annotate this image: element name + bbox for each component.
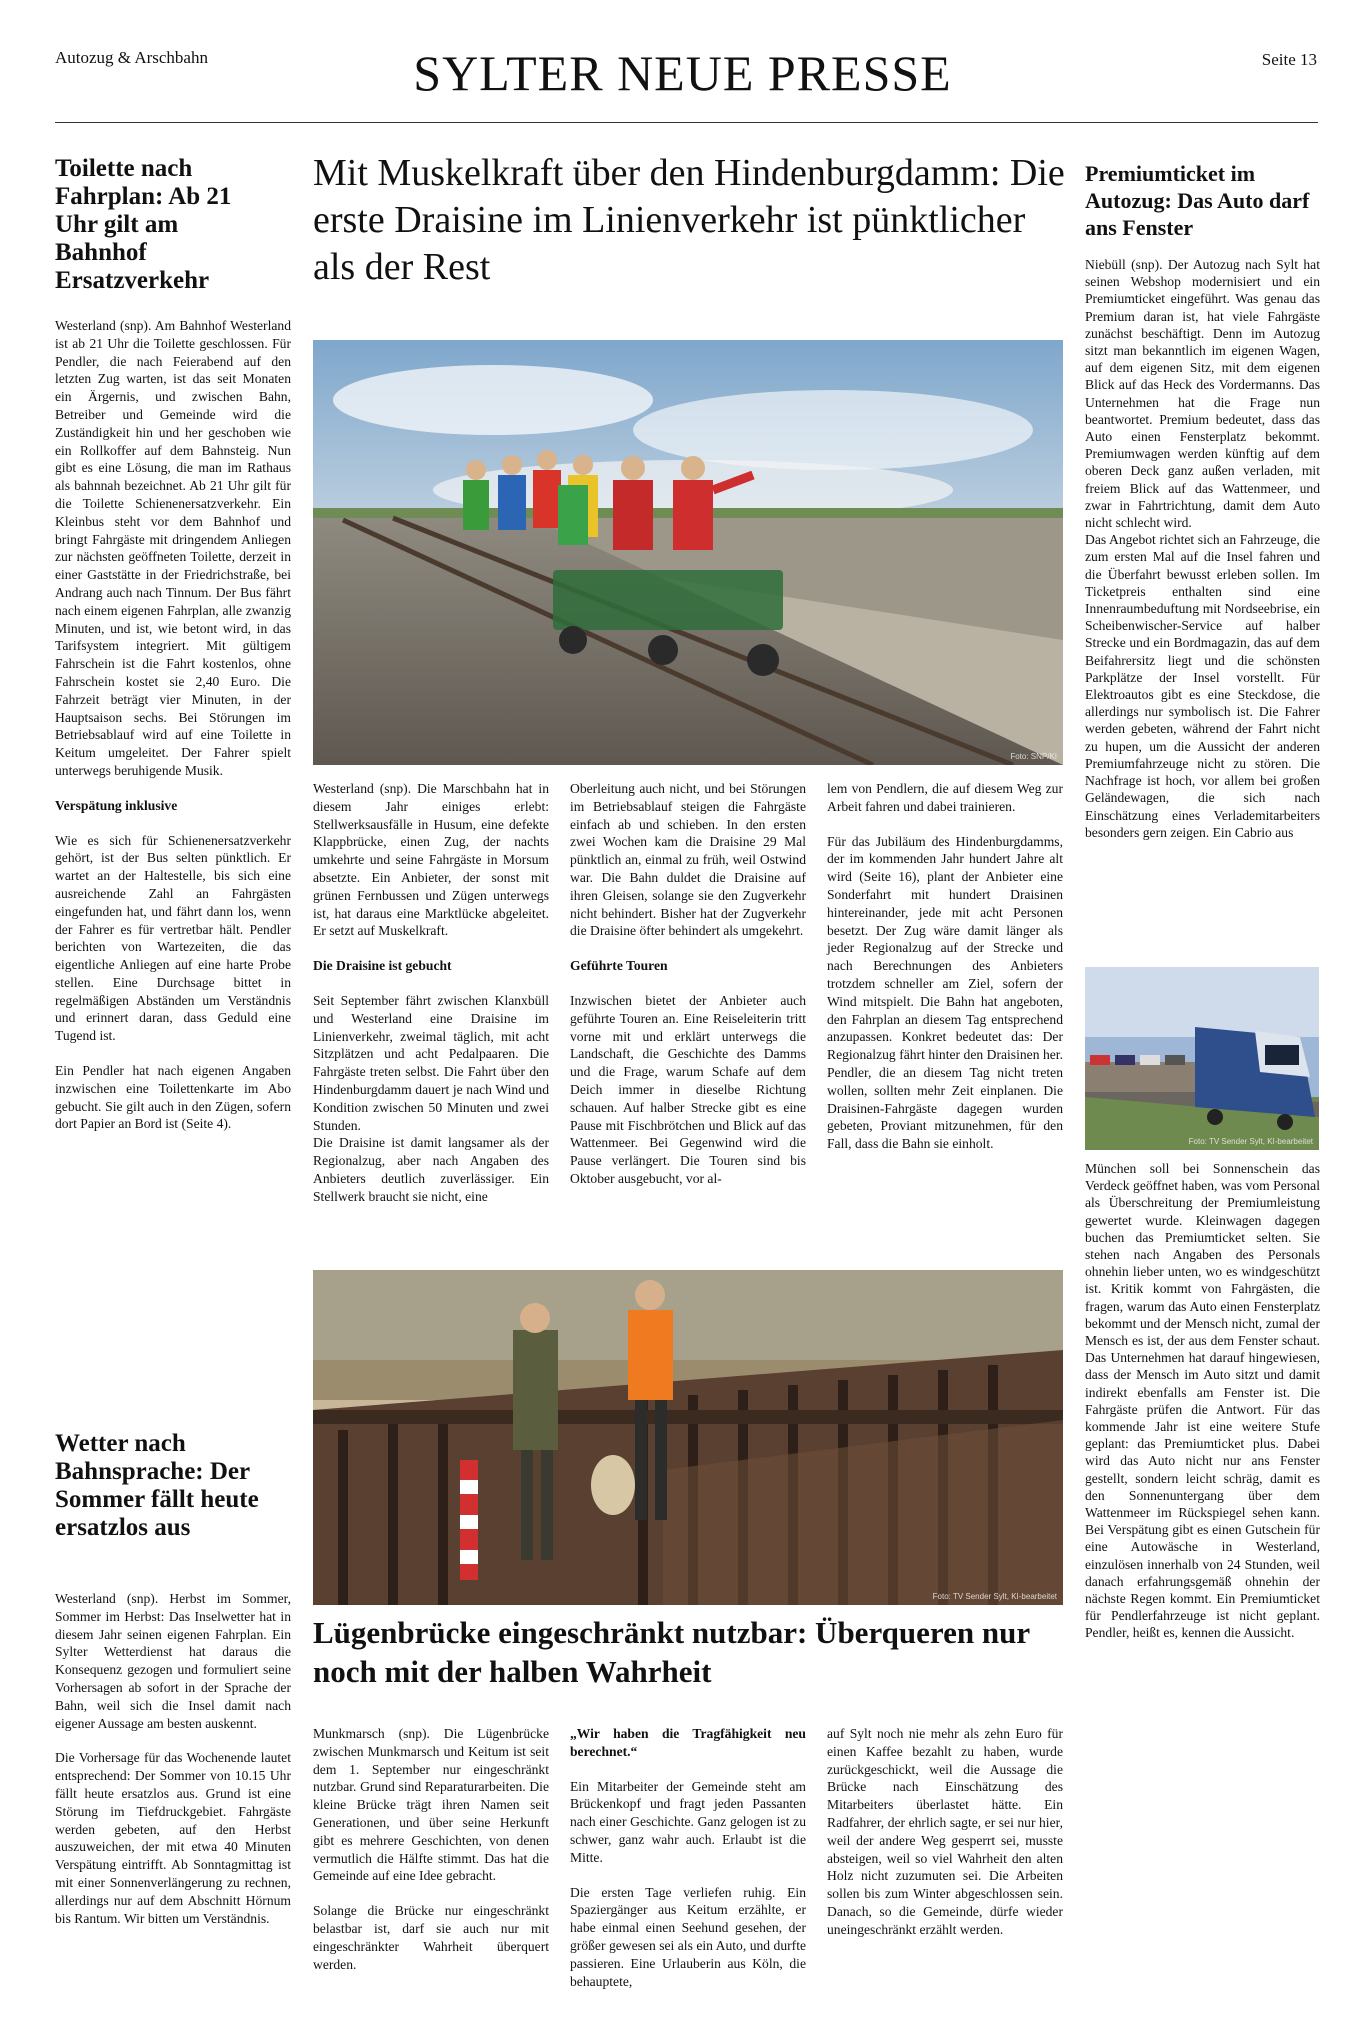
toilet-paragraph: Westerland (snp). Am Bahnhof Westerland ist ab 21 Uhr die Toilette geschlossen. Für Pendler, die nach Feierabend auf den letzten Zug warten, ist das seit Monaten ein Ärgernis, und zwischen Bahn, Betreiber und Gemeinde wird die Zuständigkeit hin und her geschoben wie ein Rollkoffer auf dem Bahnsteig. Nun gibt es eine Lösung, die man im Rathaus als bahnnah bezeichnet. Ab 21 Uhr gilt für die Toilette Schienenersatzverkehr. Ein Kleinbus steht vor dem Bahnhof und bringt Fahrgäste mit dringendem Anliegen zur nächsten geöffneten Toilette, derzeit in einer Gaststätte in der Friedrichstraße, bei Andrang auch nach Tinnum. Der Bus fährt nach einem eigenen Fahrplan, alle zwanzig Minuten, und ist, wie betont wird, in das Tarifsystem integriert. Mit gültigem Fahrschein ist die Fahrt kostenlos, ohne Fahrschein kostet sie 2,40 Euro. Die Fahrzeit beträgt vier Minuten, in der Hauptsaison sechs. Bei Störungen im Betriebsablauf wird auf eine Toilette in Keitum umgeleitet. Der Fahrer spielt unterwegs beruhigende Musik. [55,318,291,778]
draisine-photo [313,340,1063,765]
bridge-paragraph: Ein Mitarbeiter der Gemeinde steht am Brückenkopf und fragt jeden Passanten nach einer Geschichte. Ganz gelogen ist zu schwer, ganz wahr auch. Erlaubt ist die Mitte. [570,1778,806,1865]
bridge-paragraph: Munkmarsch (snp). Die Lügenbrücke zwischen Munkmarsch und Keitum ist seit dem 1. September nur eingeschränkt nutzbar. Grund sind Reparaturarbeiten. Die kleine Brücke trägt ihren Namen seit Generationen, und über seine Herkunft gibt es mehrere Geschichten, von denen vermutlich die Hälfte stimmt. Das hat die Gemeinde auf eine Idee gebracht. [313,1726,549,1884]
weather-headline: Wetter nach Bahnsprache: Der Sommer fällt heute ersatzlos aus [55,1430,259,1541]
premium-paragraph: Das Angebot richtet sich an Fahrzeuge, die zum ersten Mal auf die Insel fahren und die Überfahrt bewusst erleben sollen. Im Ticketpreis enthalten sind eine Innenraumbeduftung mit Nordseebrise, ein Scheibenwischer-Service auf halber Strecke und ein Bordmagazin, das auf dem Beifahrersitz liegt und die schönsten Parkplätze der Insel vorstellt. Für Elektroautos gibt es eine Steckdose, die allerdings nur symbolisch ist. Die Fahrer werden gebeten, während der Fahrt nicht zu hupen, um die Aussicht der anderen Premiumfahrzeuge nicht zu stören. Die Nachfrage ist hoch, vor allem bei großen Geländewagen, die sich nach Einschätzung eines Verlademitarbeiters besonders gern zeigen. Ein Cabrio aus [1085,532,1320,840]
lead-column-3 [827,780,1063,1170]
bridge-paragraph: Solange die Brücke nur eingeschränkt belastbar ist, darf sie auch nur mit eingeschränkter Wahrheit überquert werden. [313,1903,549,1972]
lead-paragraph: Westerland (snp). Die Marschbahn hat in diesem Jahr einiges erlebt: Stellwerksausfälle in Husum, eine defekte Klappbrücke, einen Zug, der nachts umkehrte und seine Fahrgäste in Morsum absetzte. Ein Anbieter, der sonst mit grünen Fernbussen und Zügen unterwegs ist, hat daraus eine Marktlücke abgeleitet. Er setzt auf Muskelkraft. [313,781,549,939]
bridge-paragraph: Die ersten Tage verliefen ruhig. Ein Spaziergänger aus Keitum erzählte, er habe einmal einen Seehund gesehen, der größer gewesen sei als ein Auto, und durfte passieren. Eine Urlauberin aus Köln, die behauptete, [570,1884,806,1989]
lead-column-2 [570,780,806,1205]
premium-headline: Premiumticket im Autozug: Das Auto darf ans Fenster [1085,161,1310,240]
autozug-photo [1085,967,1319,1150]
premium-article-bottom [1085,1160,1320,1642]
photo-credit: Foto: TV Sender Sylt, KI-bearbeitet [1188,1137,1313,1146]
photo-credit: Foto: TV Sender Sylt, KI-bearbeitet [932,1592,1057,1601]
lead-paragraph: Seit September fährt zwischen Klanxbüll und Westerland eine Draisine im Linienverkehr, zweimal täglich, mit acht Sitzplätzen und acht Pedalpaaren. Die Fahrgäste treten selbst. Die Fahrt über den Hindenburgdamm dauert je nach Wind und Kondition zwischen 50 Minuten und zwei Stunden. [313,992,549,1133]
lead-paragraph: Für das Jubiläum des Hindenburgdamms, der im kommenden Jahr hundert Jahre alt wird (Seite 16), plant der Anbieter eine Sonderfahrt mit hundert Draisinen hintereinander, jede mit acht Personen besetzt. Der Zug wäre damit länger als jeder Regionalzug auf der Strecke und nach Berechnungen des Anbieters trotzdem schneller am Ziel, sofern der Wind mitspielt. Die Bahn hat angeboten, den Fahrplan an diesem Tag entsprechend anzupassen. Konkret bedeutet das: Der Regionalzug fährt hinter den Draisinen her. Pendler, die an diesem Tag nicht treten wollen, sollten mehr Zeit einplanen. Die Draisinen-Fahrgäste dagegen wurden gebeten, Proviant mitzunehmen, für den Fall, dass die Bahn sie einholt. [827,833,1063,1152]
photo-credit: Foto: SNP/KI [1010,752,1057,761]
bridge-column-3 [827,1725,1063,1956]
newspaper-title: SYLTER NEUE PRESSE [413,45,952,101]
lead-subheading: Die Draisine ist gebucht [313,958,452,974]
toilet-paragraph: Wie es sich für Schienenersatzverkehr gehört, ist der Bus selten pünktlich. Er wartet an der Haltestelle, bis sich eine ausreichende Zahl an Fahrgästen eingefunden hat, und fährt dann los, wenn der Fahrer es für vertretbar hält. Pendler berichten von Wartezeiten, die das eigentliche Anliegen auf eine harte Probe stellen. Eine Durchsage bittet in regelmäßigen Abständen um Verständnis und erinnert daran, dass Geduld eine Tugend ist. [55,832,291,1044]
toilet-article-body [55,317,291,1150]
lead-paragraph: Oberleitung auch nicht, und bei Störungen im Betriebsablauf steigen die Fahrgäste einfach ab und schieben. In den ersten zwei Wochen kam die Draisine 29 Mal pünktlich an, einmal zu früh, weil Ostwind war. Die Bahn duldet die Draisine auf ihren Gleisen, solange sie den Zugverkehr nicht behindert. Bisher hat der Zugverkehr die Draisine öfter behindert als umgekehrt. [570,781,806,939]
lead-subheading: Geführte Touren [570,958,668,974]
premium-paragraph: Niebüll (snp). Der Autozug nach Sylt hat seinen Webshop modernisiert und ein Premiumticket eingeführt. Was genau das Premium daran ist, hat viele Fahrgäste zunächst beschäftigt. Denn im Autozug sitzt man bekanntlich im eigenen Wagen, auf dem eigenen Sitz, mit dem eigenen Blick auf das Heck des Vordermanns. Das Unternehmen hat die Frage nun beantwortet. Premium bedeutet, dass das Auto einen Fensterplatz bekommt. Premiumwagen werden künftig auf dem oberen Deck ganz außen verladen, mit freiem Blick auf das Wattenmeer, und zwar in Fahrtrichtung, damit dem Auto nicht schlecht wird. [1085,257,1320,531]
weather-paragraph: Die Vorhersage für das Wochenende lautet entsprechend: Der Sommer von 10.15 Uhr fällt heute ersatzlos aus. Grund ist eine Störung im Tiefdruckgebiet. Fahrgäste werden gebeten, auf den Herbst auszuweichen, der mit etwa 40 Minuten Verspätung eintrifft. Ab Sonntagmittag ist mit einer Sonnenverlängerung zu rechnen, allerdings nur auf dem Abschnitt Hörnum bis Rantum. Wir bitten um Verständnis. [55,1750,291,1926]
lead-headline: Mit Muskelkraft über den Hindenburgdamm: Die erste Draisine im Linienverkehr ist pünktlicher als der Rest [313,152,1065,288]
weather-article-body [55,1590,291,1944]
premium-article-top [1085,256,1320,841]
toilet-paragraph: Ein Pendler hat nach eigenen Angaben inzwischen eine Toilettenkarte im Abo gebucht. Sie gilt auch in den Zügen, sofern dort Papier an Bord ist (Seite 4). [55,1063,291,1132]
lead-paragraph: Die Draisine ist damit langsamer als der Regionalzug, aber nach Angaben des Anbieters deutlich zuverlässiger. Ein Stellwerk braucht sie nicht, eine [313,1135,549,1204]
toilet-subheading: Verspätung inklusive [55,797,178,813]
toilet-headline: Toilette nach Fahrplan: Ab 21 Uhr gilt am Bahnhof Ersatzverkehr [55,155,232,294]
bridge-photo [313,1270,1063,1605]
masthead-rule [55,122,1318,123]
bridge-column-2 [570,1725,806,2007]
section-label: Autozug & Arschbahn [55,48,208,67]
bridge-pull-quote: „Wir haben die Tragfähigkeit neu berechnet.“ [570,1726,806,1759]
lead-paragraph: lem von Pendlern, die auf diesem Weg zur Arbeit fahren und dabei trainieren. [827,781,1063,814]
page-number: Seite 13 [1261,50,1317,69]
bridge-column-1 [313,1725,549,1990]
bridge-paragraph: auf Sylt noch nie mehr als zehn Euro für einen Kaffee bezahlt zu haben, wurde zurückgeschickt, weil die Aussage die Brücke nach Einschätzung des Mitarbeiters überlastet hätte. Ein Radfahrer, der ehrlich sagte, er sei nur hier, weil der andere Weg gesperrt sei, musste absteigen, weil so viel Wahrheit den alten Holz nicht zuzumuten sei. Die Arbeiten sollen bis zum Winter abgeschlossen sein. Danach, so die Gemeinde, dürfe wieder uneingeschränkt erzählt werden. [827,1726,1063,1937]
weather-paragraph: Westerland (snp). Herbst im Sommer, Sommer im Herbst: Das Inselwetter hat in diesem Jahr seinen eigenen Fahrplan. Ein Sylter Wetterdienst hat daraus die Konsequenz gezogen und formuliert seine Vorhersagen ab sofort in der Sprache der Bahn, weil sich die Insel damit nach eigener Aussage am besten auskennt. [55,1591,291,1731]
premium-paragraph: München soll bei Sonnenschein das Verdeck geöffnet haben, was vom Personal als Überschreitung der Premiumleistung gewertet wurde. Kleinwagen dagegen buchen das Premiumticket selten. Sie stehen nach Angaben des Personals ohnehin lieber unten, wo es windgeschützt ist. Kritik kommt von Fahrgästen, die fragen, warum das Auto einen Fensterplatz bekommt und der Mensch nicht, zumal der Mensch es ist, der aus dem Fenster schaut. Das Unternehmen hat darauf hingewiesen, dass der Mensch im Auto sitzt und damit indirekt ebenfalls am Fenster ist. Die Fahrgäste prüfen die Antwort. Für das kommende Jahr ist eine weitere Stufe geplant: das Premiumticket plus. Dabei wird das Auto nicht nur ans Fenster gestellt, sondern leicht schräg, damit es den Sonnenuntergang über dem Wattenmeer im Rückspiegel sehen kann. Bei Verspätung gibt es einen Gutschein für eine Autowäsche in Westerland, einzulösen innerhalb von 24 Stunden, weil danach erfahrungsgemäß ohnehin der nächste Regen kommt. Ein Premiumticket für Pendlerfahrzeuge ist nicht geplant. Pendler, heißt es, kennen die Aussicht. [1085,1161,1320,1641]
bridge-headline: Lügenbrücke eingeschränkt nutzbar: Überqueren nur noch mit der halben Wahrheit [313,1615,1030,1689]
lead-paragraph: Inzwischen bietet der Anbieter auch geführte Touren an. Eine Reiseleiterin tritt vorne mit und erklärt unterwegs die Landschaft, die Geschichte des Damms und die Frage, warum Schafe auf dem Deich immer in dieselbe Richtung schauen. Auf halber Strecke gibt es eine Pause mit Fischbrötchen und Blick auf das Wattenmeer. Bei Gegenwind wird die Pause verlängert. Die Touren sind bis Oktober ausgebucht, vor al- [570,992,806,1186]
lead-column-1 [313,780,549,1223]
